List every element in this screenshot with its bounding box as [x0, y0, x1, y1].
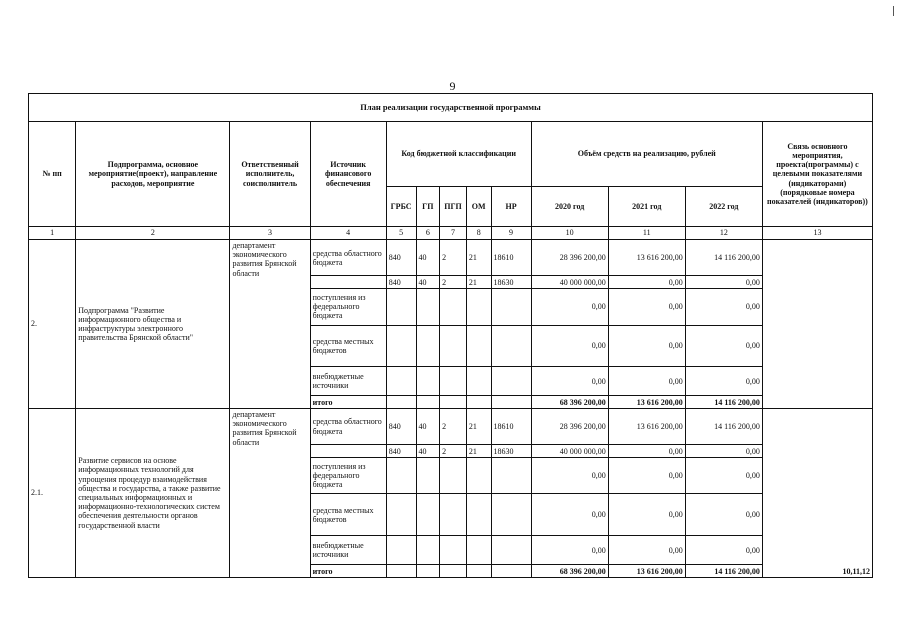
col-number: 4	[310, 227, 386, 240]
table-row	[29, 408, 873, 444]
code-nr	[491, 565, 531, 578]
col-number: 11	[608, 227, 685, 240]
value-2022: 0,00	[685, 367, 762, 396]
table-row	[29, 240, 873, 276]
section-number: 2.1.	[29, 408, 76, 577]
value-2021: 13 616 200,00	[608, 396, 685, 409]
code-pgp	[440, 565, 467, 578]
value-2022: 14 116 200,00	[685, 240, 762, 276]
code-gp	[416, 536, 440, 565]
col-number: 2	[76, 227, 230, 240]
header-budget-code: Код бюджетной классификации	[386, 122, 531, 187]
code-nr: 18610	[491, 240, 531, 276]
code-pgp: 2	[440, 276, 467, 289]
code-om	[466, 565, 491, 578]
code-gp	[416, 565, 440, 578]
value-2020: 0,00	[531, 325, 608, 367]
value-2021: 0,00	[608, 445, 685, 458]
indicator-link: 10,11,12	[762, 408, 872, 577]
code-nr	[491, 289, 531, 325]
header-2022: 2022 год	[685, 187, 762, 227]
header-nr: НР	[491, 187, 531, 227]
funding-source: итого	[310, 565, 386, 578]
funding-source	[310, 276, 386, 289]
code-gp	[416, 396, 440, 409]
code-pgp	[440, 458, 467, 494]
code-nr	[491, 458, 531, 494]
value-2020: 28 396 200,00	[531, 240, 608, 276]
value-2021: 0,00	[608, 325, 685, 367]
value-2020: 40 000 000,00	[531, 276, 608, 289]
code-om	[466, 289, 491, 325]
funding-source: итого	[310, 396, 386, 409]
section-number: 2.	[29, 240, 76, 409]
code-pgp	[440, 325, 467, 367]
col-number: 8	[466, 227, 491, 240]
header-no: № пп	[29, 122, 76, 227]
value-2022: 0,00	[685, 276, 762, 289]
section-name: Подпрограмма "Развитие информационного общества и инфраструктуры электронного правительства Брянской области"	[76, 240, 230, 409]
column-numbers-row	[29, 227, 873, 240]
value-2020: 0,00	[531, 367, 608, 396]
header-executor: Ответственный исполнитель, соисполнитель	[230, 122, 310, 227]
code-gp: 40	[416, 408, 440, 444]
value-2021: 0,00	[608, 367, 685, 396]
code-gp	[416, 458, 440, 494]
col-number: 5	[386, 227, 416, 240]
code-gp	[416, 289, 440, 325]
code-nr: 18630	[491, 276, 531, 289]
col-number: 1	[29, 227, 76, 240]
code-gp: 40	[416, 240, 440, 276]
value-2020: 0,00	[531, 494, 608, 536]
value-2022: 0,00	[685, 458, 762, 494]
funding-source: внебюджетные источники	[310, 536, 386, 565]
value-2021: 0,00	[608, 458, 685, 494]
code-grbs: 840	[386, 445, 416, 458]
value-2020: 68 396 200,00	[531, 565, 608, 578]
code-nr	[491, 367, 531, 396]
header-link: Связь основного мероприятия, проекта(программы) с целевыми показателями (индикаторами) (порядковые номера показателей (индикаторов))	[762, 122, 872, 227]
code-gp	[416, 494, 440, 536]
value-2022: 0,00	[685, 289, 762, 325]
code-om	[466, 396, 491, 409]
code-grbs: 840	[386, 276, 416, 289]
code-om: 21	[466, 276, 491, 289]
code-pgp: 2	[440, 445, 467, 458]
section-name: Развитие сервисов на основе информационных технологий для упрощения процедур взаимодействия общества и государства, а также развитие специальных информационных и информационно-технологических систем обеспечения деятельности органов государственной власти	[76, 408, 230, 577]
code-pgp	[440, 536, 467, 565]
code-grbs	[386, 289, 416, 325]
code-pgp	[440, 289, 467, 325]
code-grbs	[386, 367, 416, 396]
code-grbs	[386, 325, 416, 367]
funding-source: средства местных бюджетов	[310, 494, 386, 536]
value-2022: 14 116 200,00	[685, 408, 762, 444]
value-2020: 28 396 200,00	[531, 408, 608, 444]
funding-source: средства местных бюджетов	[310, 325, 386, 367]
value-2021: 13 616 200,00	[608, 240, 685, 276]
table-title: План реализации государственной программы	[29, 94, 873, 122]
section-executor: департамент экономического развития Брянской области	[230, 240, 310, 409]
code-grbs	[386, 536, 416, 565]
value-2020: 0,00	[531, 289, 608, 325]
code-nr	[491, 536, 531, 565]
code-pgp: 2	[440, 408, 467, 444]
funding-source: поступления из федерального бюджета	[310, 458, 386, 494]
value-2022: 14 116 200,00	[685, 565, 762, 578]
value-2022: 0,00	[685, 325, 762, 367]
col-number: 13	[762, 227, 872, 240]
header-2021: 2021 год	[608, 187, 685, 227]
funding-source: средства областного бюджета	[310, 240, 386, 276]
code-om	[466, 367, 491, 396]
code-gp	[416, 325, 440, 367]
page-number: 9	[449, 79, 456, 93]
header-gp: ГП	[416, 187, 440, 227]
code-nr	[491, 325, 531, 367]
col-number: 10	[531, 227, 608, 240]
code-pgp	[440, 494, 467, 536]
section-executor: департамент экономического развития Брянской области	[230, 408, 310, 577]
header-om: ОМ	[466, 187, 491, 227]
code-pgp	[440, 396, 467, 409]
value-2022: 0,00	[685, 445, 762, 458]
col-number: 7	[440, 227, 467, 240]
code-grbs: 840	[386, 408, 416, 444]
code-nr: 18630	[491, 445, 531, 458]
col-number: 12	[685, 227, 762, 240]
value-2021: 0,00	[608, 276, 685, 289]
value-2020: 68 396 200,00	[531, 396, 608, 409]
code-grbs	[386, 494, 416, 536]
code-om: 21	[466, 408, 491, 444]
funding-source: внебюджетные источники	[310, 367, 386, 396]
value-2021: 13 616 200,00	[608, 565, 685, 578]
code-om	[466, 536, 491, 565]
value-2021: 0,00	[608, 536, 685, 565]
code-om	[466, 494, 491, 536]
code-nr	[491, 494, 531, 536]
col-number: 6	[416, 227, 440, 240]
code-om	[466, 325, 491, 367]
funding-source: поступления из федерального бюджета	[310, 289, 386, 325]
header-source: Источник финансового обеспечения	[310, 122, 386, 227]
value-2021: 13 616 200,00	[608, 408, 685, 444]
value-2020: 0,00	[531, 536, 608, 565]
value-2022: 14 116 200,00	[685, 396, 762, 409]
value-2022: 0,00	[685, 494, 762, 536]
code-pgp: 2	[440, 240, 467, 276]
code-grbs: 840	[386, 240, 416, 276]
code-om	[466, 458, 491, 494]
col-number: 3	[230, 227, 310, 240]
code-grbs	[386, 396, 416, 409]
value-2021: 0,00	[608, 494, 685, 536]
code-nr	[491, 396, 531, 409]
header-grbs: ГРБС	[386, 187, 416, 227]
margin-mark	[893, 6, 894, 16]
value-2020: 0,00	[531, 458, 608, 494]
code-om: 21	[466, 240, 491, 276]
col-number: 9	[491, 227, 531, 240]
value-2020: 40 000 000,00	[531, 445, 608, 458]
header-volume: Объём средств на реализацию, рублей	[531, 122, 762, 187]
code-grbs	[386, 565, 416, 578]
code-gp: 40	[416, 445, 440, 458]
funding-source: средства областного бюджета	[310, 408, 386, 444]
code-gp	[416, 367, 440, 396]
code-pgp	[440, 367, 467, 396]
code-nr: 18610	[491, 408, 531, 444]
value-2021: 0,00	[608, 289, 685, 325]
indicator-link	[762, 240, 872, 409]
header-pgp: ПГП	[440, 187, 467, 227]
program-plan-table	[28, 93, 873, 578]
code-grbs	[386, 458, 416, 494]
code-om: 21	[466, 445, 491, 458]
code-gp: 40	[416, 276, 440, 289]
value-2022: 0,00	[685, 536, 762, 565]
header-program: Подпрограмма, основное мероприятие(проект), направление расходов, мероприятие	[76, 122, 230, 227]
funding-source	[310, 445, 386, 458]
header-2020: 2020 год	[531, 187, 608, 227]
